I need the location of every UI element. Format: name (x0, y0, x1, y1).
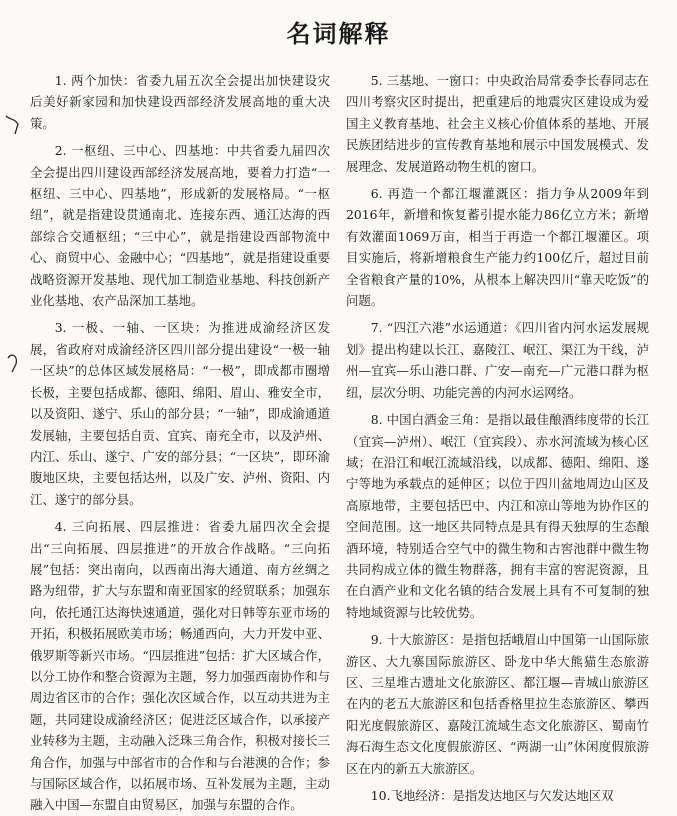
left-column (30, 70, 330, 816)
page-title: 名词解释 (286, 20, 391, 48)
term-entry-10: 10.飞地经济：是指发达地区与欠发达地区双 (370, 788, 614, 803)
term-entry-3: 3. 一极、一轴、一区块：为推进成渝经济区发展，省政府对成渝经济区四川部分提出建设“一极一轴一区块”的总体区域发展格局：“一极”，即成都市圈增长极，主要包括成都、德阳、绵阳、眉山、雅安全市，以及资阳、遂宁、乐山的部分县；“一轴”，即成渝通道发展轴，主要包括自贡、宜宾、南充全市，以及泸州、内江、乐山、遂宁、广安的部分县；“一区块”，即环渝腹地区块，主要包括达州，以及广安、泸州、资阳、内江、遂宁的部分县。 (30, 320, 330, 507)
right-column (346, 70, 649, 806)
term-entry-8: 8. 中国白酒金三角：是指以最佳酿酒纬度带的长江（宜宾—泸州）、岷江（宜宾段）、赤水河流域为核心区域；在沿江和岷江流域沿线，以成都、德阳、绵阳、遂宁等地为承载点的延伸区；以位于四川盆地周边山区及高原地带，主要包括巴中、内江和凉山等地为协作区的空间范围。这一地区共同特点是具有得天独厚的生态酿酒环境，特别适合空气中的微生物和古窖池群中微生物共同构成立体的微生物群落，拥有丰富的窖泥资源，且在白酒产业和文化名镇的结合发展上具有不可复制的独特地域资源与比较优势。 (346, 412, 649, 620)
term-entry-7: 7. “四江六港”水运通道：《四川省内河水运发展规划》提出构建以长江、嘉陵江、岷江、渠江为干线，泸州—宜宾—乐山港口群、广安—南充—广元港口群为枢纽，层次分明、功能完善的内河水运网络。 (346, 320, 649, 400)
term-entry-2: 2. 一枢纽、三中心、四基地：中共省委九届四次全会提出四川建设西部经济发展高地，要着力打造“一枢纽、三中心、四基地”，形成新的发展格局。“一枢纽”，就是指建设贯通南北、连接东西、通江达海的西部综合交通枢纽；“三中心”，就是指建设西部物流中心、商贸中心、金融中心；“四基地”，就是指建设重要战略资源开发基地、现代加工制造业基地、科技创新产业化基地、农产品深加工基地。 (30, 143, 330, 309)
term-entry-9: 9. 十大旅游区：是指包括峨眉山中国第一山国际旅游区、大九寨国际旅游区、卧龙中华大熊猫生态旅游区、三星堆古遗址文化旅游区、都江堰—青城山旅游区在内的老五大旅游区和包括香格里拉生态旅游区、攀西阳光度假旅游区、嘉陵江流域生态文化旅游区、蜀南竹海石海生态文化度假旅游区、“两湖一山”休闲度假旅游区在内的新五大旅游区。 (346, 632, 649, 776)
pen-mark-top (6, 116, 18, 134)
term-entry-6: 6. 再造一个都江堰灌溉区：指力争从2009年到2016年，新增和恢复蓄引提水能力86亿立方米；新增有效灌面1069万亩，相当于再造一个都江堰灌区。项目实施后，将新增粮食生产能力约100亿斤，超过目前全省粮食产量的10%，从根本上解决四川“靠天吃饭”的问题。 (346, 186, 649, 309)
pen-mark-middle (8, 355, 16, 372)
term-entry-4: 4. 三向拓展、四层推进：省委九届四次全会提出“三向拓展、四层推进”的开放合作战略。“三向拓展”包括：突出南向，以西南出海大通道、南方丝绸之路为纽带，扩大与东盟和南亚国家的经贸联系；加强东向，依托通江达海快速通道，强化对日韩等东亚市场的开拓，积极拓展欧美市场；畅通西向，大力开发中亚、俄罗斯等新兴市场。“四层推进”包括：扩大区域合作，以分工协作和整合资源为主题，努力加强西南协作和与周边省区市的合作；强化次区域合作，以互动共进为主题，共同建设成渝经济区；促进泛区域合作，以承接产业转移为主题，主动融入泛珠三角合作，积极对接长三角合作，加强与中部省市的合作和与台港澳的合作；参与国际区域合作，以拓展市场、互补发展为主题，主动融入中国—东盟自由贸易区，加强与东盟的合作。 (30, 519, 330, 813)
term-entry-5: 5. 三基地、一窗口：中央政治局常委李长春同志在四川考察灾区时提出，把重建后的地震灾区建设成为爱国主义教育基地、社会主义核心价值体系的基地、开展民族团结进步的宣传教育基地和展示中国发展模式、发展理念、发展道路动物生机的窗口。 (346, 73, 649, 174)
term-entry-1: 1. 两个加快：省委九届五次全会提出加快建设灾后美好新家园和加快建设西部经济发展高地的重大决策。 (30, 73, 330, 131)
